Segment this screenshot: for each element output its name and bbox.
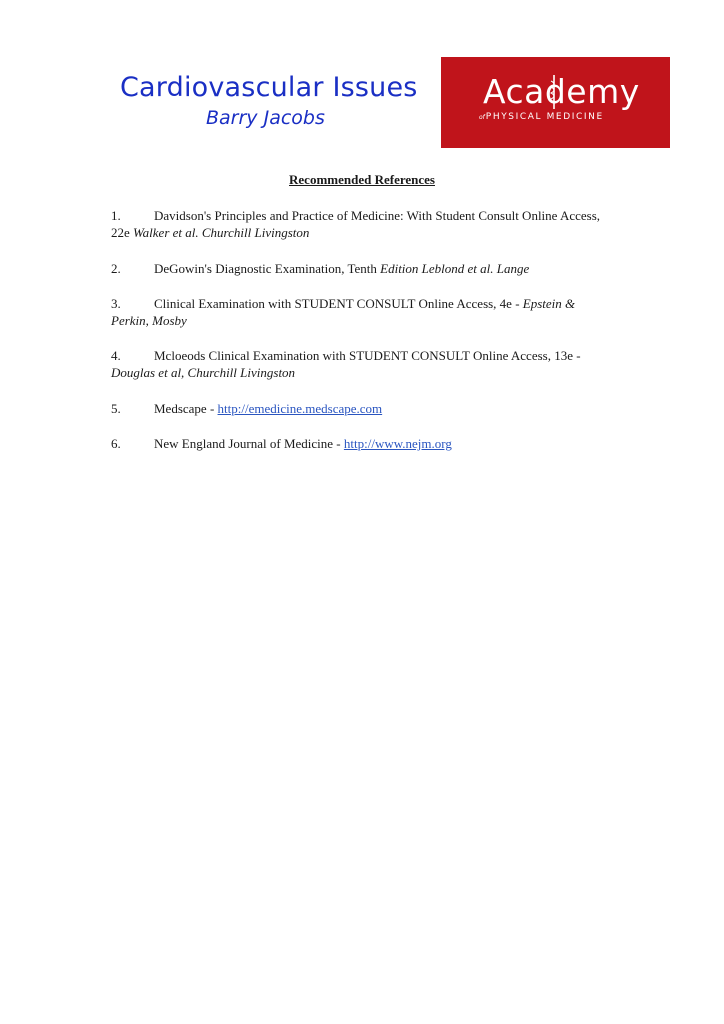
reference-text: Mcloeods Clinical Examination with STUDENT CONSULT Online Access, 13e - — [154, 348, 581, 363]
reference-item — [111, 400, 611, 417]
reference-text: Davidson's Principles and Practice of Medicine: With Student Consult Online Access, 22e — [111, 208, 601, 240]
reference-authors: Epstein & Perkin, Mosby — [111, 296, 576, 328]
reference-number: 5. — [111, 401, 121, 416]
reference-authors: Walker et al. Churchill Livingston — [133, 225, 310, 240]
reference-number: 6. — [111, 436, 121, 451]
document-title: Cardiovascular Issues — [120, 72, 418, 103]
reference-text: Medscape - — [154, 401, 215, 416]
medscape-link[interactable]: http://emedicine.medscape.com — [217, 401, 383, 416]
reference-authors: Edition Leblond et al. Lange — [380, 261, 530, 276]
reference-item — [111, 347, 611, 381]
reference-text: New England Journal of Medicine - — [154, 436, 341, 451]
nejm-link[interactable]: http://www.nejm.org — [343, 436, 452, 451]
reference-item — [111, 435, 611, 452]
academy-logo — [441, 57, 670, 148]
reference-number: 1. — [111, 208, 121, 223]
logo-subtitle — [479, 112, 604, 122]
reference-authors: Douglas et al, Churchill Livingston — [111, 365, 296, 380]
reference-text: Clinical Examination with STUDENT CONSULT Online Access, 4e - — [154, 296, 520, 311]
reference-item — [111, 207, 611, 241]
reference-number: 3. — [111, 296, 121, 311]
reference-number: 4. — [111, 348, 121, 363]
document-author: Barry Jacobs — [206, 107, 325, 129]
reference-text: DeGowin's Diagnostic Examination, Tenth — [154, 261, 377, 276]
reference-item — [111, 260, 611, 277]
caduceus-icon — [550, 73, 558, 109]
reference-number: 2. — [111, 261, 121, 276]
logo-subtitle-of: of — [479, 114, 485, 121]
reference-item — [111, 295, 611, 329]
references-heading: Recommended References — [289, 172, 435, 187]
logo-subtitle-name: PHYSICAL MEDICINE — [485, 112, 604, 122]
logo-wordmark: Academy — [483, 72, 640, 111]
